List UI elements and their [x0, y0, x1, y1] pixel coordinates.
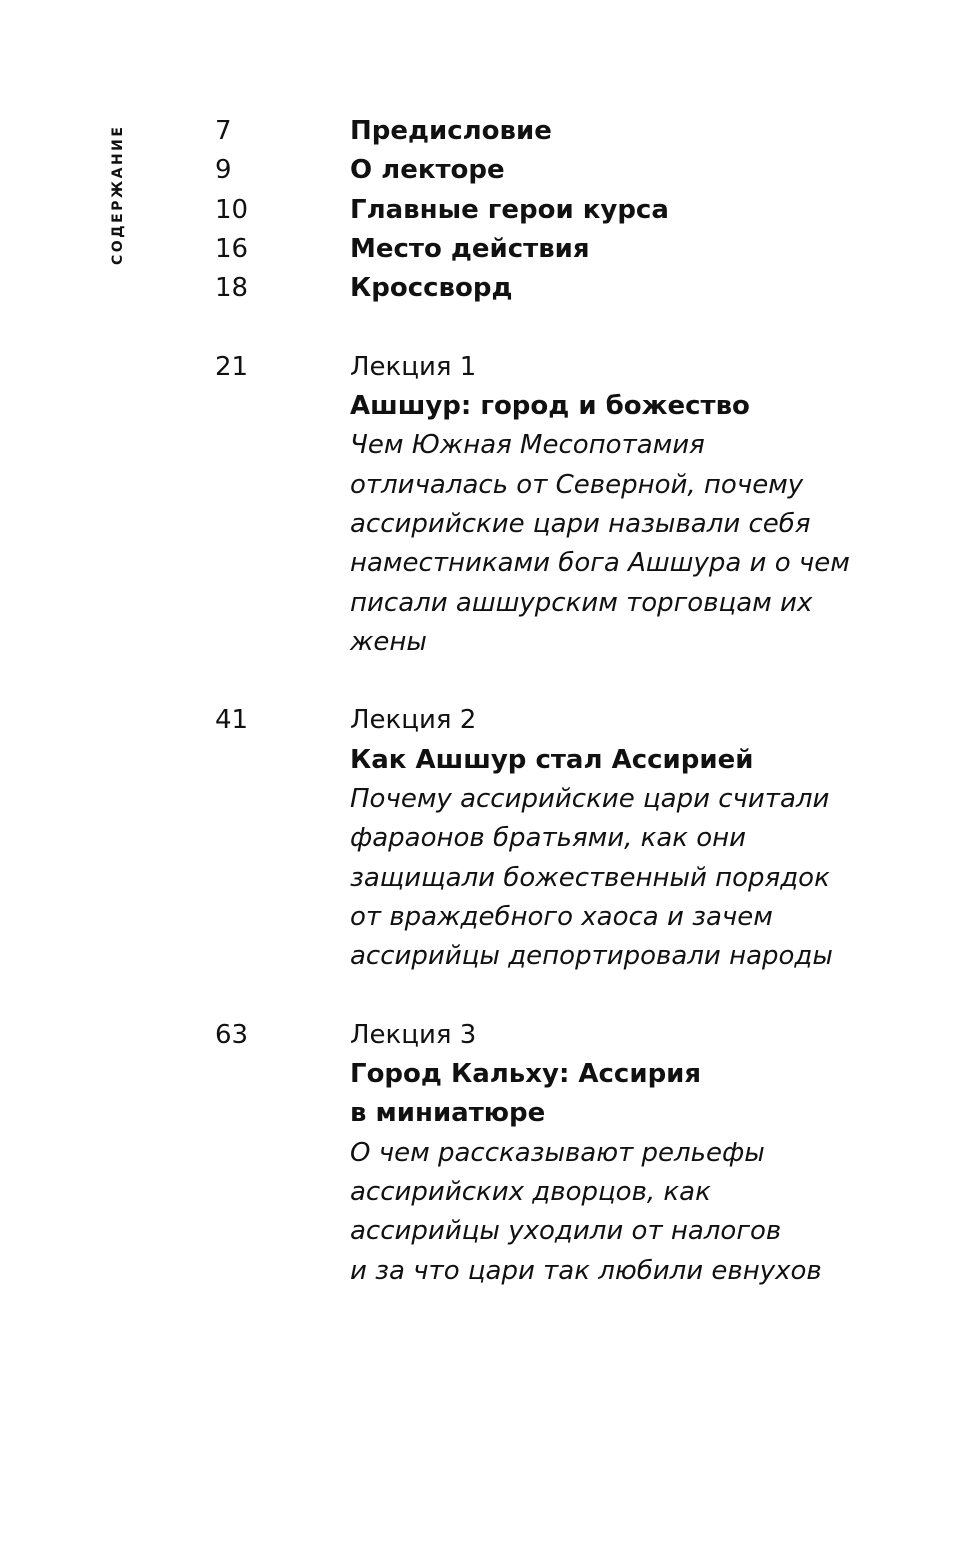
lecture-description	[350, 426, 850, 662]
description-line: Почему ассирийские цари считали	[350, 784, 830, 815]
description-line: наместниками бога Ашшура и о чем	[350, 548, 850, 579]
description-line: О чем рассказывают рельефы	[350, 1137, 765, 1168]
lecture-title: Как Ашшур стал Ассирией	[350, 744, 754, 775]
toc-page-number: 9	[215, 155, 232, 186]
spacer	[0, 977, 962, 1016]
toc-page-number: 10	[215, 194, 249, 225]
toc-entry-title: Кроссворд	[350, 273, 513, 304]
toc-entry-title: Место действия	[350, 233, 590, 264]
toc-entry-title: О лекторе	[350, 155, 505, 186]
title-line: в миниатюре	[350, 1098, 546, 1129]
toc-page-number: 7	[215, 116, 232, 146]
description-line: ассирийских дворцов, как	[350, 1177, 711, 1208]
toc-entry-about-lecturer[interactable]	[0, 151, 962, 190]
description-line: и за что цари так любили евнухов	[350, 1255, 822, 1286]
toc-page-number: 63	[215, 1019, 249, 1050]
lecture-title: Ашшур: город и божество	[350, 391, 750, 422]
description-line: ассирийские цари называли себя	[350, 508, 811, 539]
lecture-label: Лекция 3	[350, 1019, 477, 1050]
section-side-label: СОДЕРЖАНИЕ	[110, 124, 126, 265]
toc-entry-title: Предисловие	[350, 116, 552, 146]
toc-entry-title: Главные герои курса	[350, 194, 669, 225]
toc-page-number: 41	[215, 705, 249, 736]
lecture-description	[350, 780, 850, 976]
toc-page-number: 16	[215, 233, 249, 264]
description-line: писали ашшурским торговцам их	[350, 587, 813, 618]
toc-entry-setting[interactable]	[0, 230, 962, 269]
lecture-title	[350, 1055, 850, 1134]
toc-entry-main-characters[interactable]	[0, 191, 962, 230]
description-line: ассирийцы уходили от налогов	[350, 1216, 782, 1247]
lecture-description	[350, 1134, 850, 1291]
lecture-label: Лекция 2	[350, 705, 477, 736]
toc-page-number: 18	[215, 273, 249, 304]
toc-entry-lecture-3[interactable]	[0, 1016, 962, 1291]
spacer	[0, 662, 962, 701]
table-of-contents	[0, 112, 962, 1291]
description-line: отличалась от Северной, почему	[350, 469, 804, 500]
description-line: защищали божественный порядок	[350, 862, 830, 893]
description-line: от враждебного хаоса и зачем	[350, 901, 773, 932]
toc-entry-lecture-1[interactable]	[0, 348, 962, 662]
spacer	[0, 308, 962, 347]
title-line: Город Кальху: Ассирия	[350, 1059, 702, 1090]
toc-entry-crossword[interactable]	[0, 269, 962, 308]
toc-entry-preface[interactable]	[0, 112, 962, 151]
lecture-label: Лекция 1	[350, 351, 477, 382]
description-line: Чем Южная Месопотамия	[350, 430, 705, 461]
toc-entry-lecture-2[interactable]	[0, 701, 962, 976]
description-line: жены	[350, 626, 427, 657]
toc-page-number: 21	[215, 351, 249, 382]
description-line: ассирийцы депортировали народы	[350, 941, 833, 972]
description-line: фараонов братьями, как они	[350, 823, 747, 854]
